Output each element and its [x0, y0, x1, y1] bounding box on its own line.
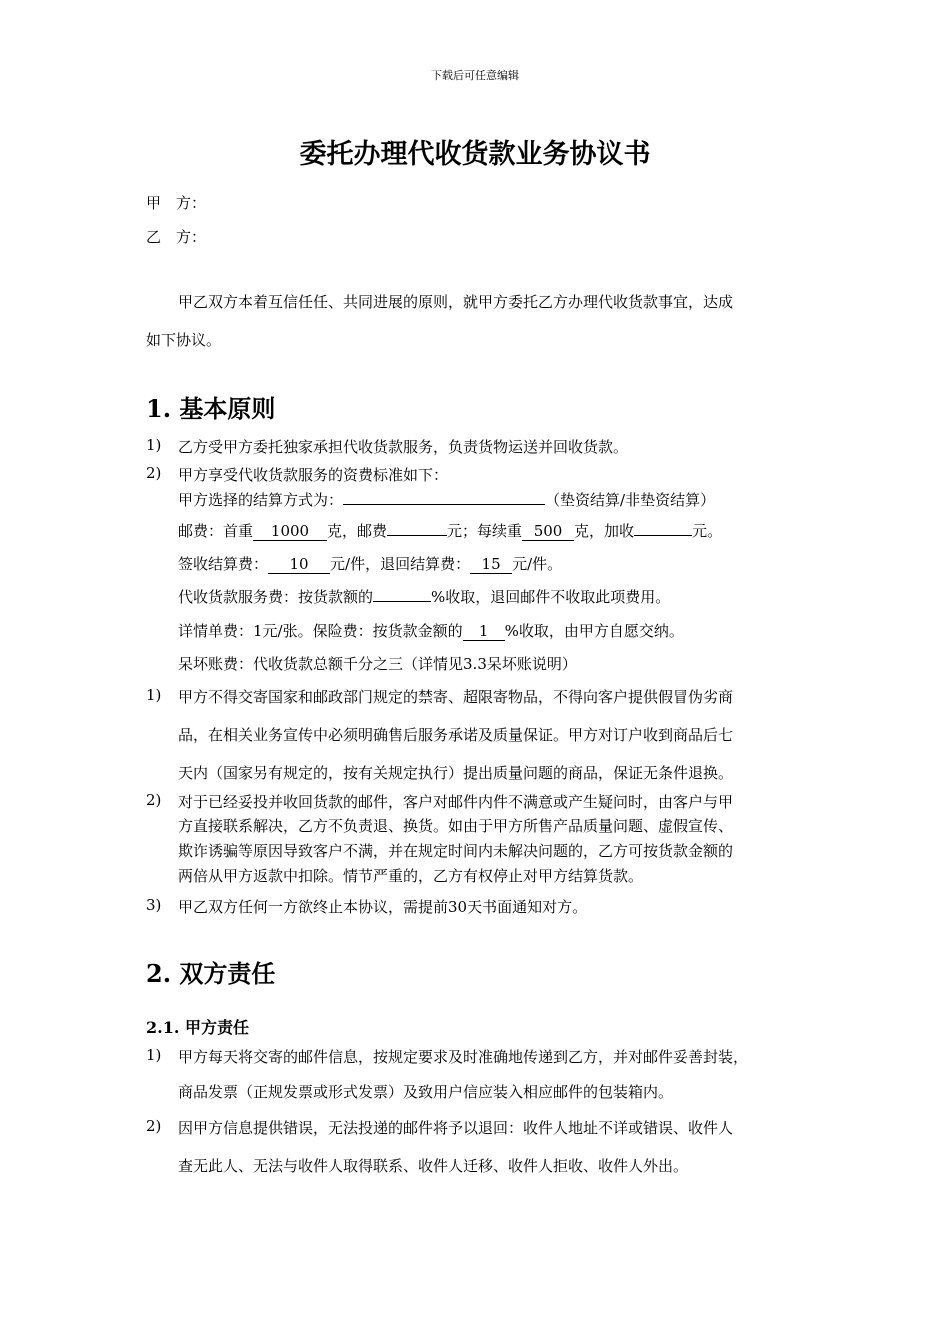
list-item-text: 甲方不得交寄国家和邮政部门规定的禁寄、超限寄物品，不得向客户提供假冒伪劣商: [178, 688, 734, 706]
fee-cod-line: [178, 586, 670, 607]
list-number: 2): [146, 464, 162, 482]
list-item-text: 甲方享受代收货款服务的资费标准如下：: [178, 466, 449, 484]
list-item-text: 品，在相关业务宣传中必须明确售后服务承诺及质量保证。甲方对订户收到商品后七: [178, 726, 734, 744]
extra-weight-value: 500: [522, 523, 574, 541]
list-item-text: 甲乙双方任何一方欲终止本协议，需提前30天书面通知对方。: [178, 898, 588, 916]
detail-text: %收取，由甲方自愿交纳。: [504, 622, 684, 640]
list-item-text: 天内（国家另有规定的，按有关规定执行）提出质量问题的商品，保证无条件退换。: [178, 764, 734, 782]
cod-label: 代收货款服务费：按货款额的: [178, 588, 374, 606]
postage-fee-blank: [387, 535, 447, 536]
intro-line-2: 如下协议。: [146, 331, 222, 349]
list-number: 1): [146, 686, 162, 704]
party-a-label: 甲 方：: [146, 194, 207, 212]
sign-label: 签收结算费：: [178, 555, 269, 573]
detail-label: 详情单费：1元/张。保险费：按货款金额的: [178, 622, 463, 640]
fee-sign-line: [178, 553, 562, 574]
intro-line-1: 甲乙双方本着互信任任、共同进展的原则，就甲方委托乙方办理代收货款事宜，达成: [178, 293, 734, 311]
party-b-label: 乙 方：: [146, 228, 207, 246]
list-number: 2): [146, 791, 162, 809]
header-note: 下载后可任意编辑: [431, 69, 519, 82]
sign-text: 元/件，退回结算费：: [330, 555, 471, 573]
list-number: 3): [146, 896, 162, 914]
section-2-heading: 2. 双方责任: [146, 959, 276, 988]
return-fee-value: 15: [470, 556, 512, 574]
fee-baddebt-line: 呆坏账费：代收货款总额千分之三（详情见3.3呆坏账说明）: [178, 655, 577, 673]
sign-text: 元/件。: [512, 555, 563, 573]
settlement-options: （垫资结算/非垫资结算）: [545, 491, 716, 509]
postage-text: 克，加收: [574, 522, 635, 540]
fee-postage-line: [178, 520, 722, 541]
list-number: 1): [146, 1046, 162, 1064]
settlement-label: 甲方选择的结算方式为：: [178, 491, 344, 509]
list-number: 1): [146, 436, 162, 454]
first-weight-value: 1000: [253, 523, 327, 541]
document-title: 委托办理代收货款业务协议书: [299, 139, 651, 170]
fee-settlement-line: [178, 489, 715, 510]
list-item-text: 乙方受甲方委托独家承担代收货款服务，负责货物运送并回收货款。: [178, 438, 629, 456]
subsection-2-1-heading: 2.1. 甲方责任: [146, 1018, 249, 1037]
list-item-text: 因甲方信息提供错误，无法投递的邮件将予以退回：收件人地址不详或错误、收件人: [178, 1119, 734, 1137]
section-1-heading: 1. 基本原则: [146, 394, 276, 423]
extra-fee-blank: [634, 535, 692, 536]
postage-text: 克，邮费: [327, 522, 388, 540]
list-item-text: 两倍从甲方返款中扣除。情节严重的，乙方有权停止对甲方结算货款。: [178, 867, 644, 885]
list-item-text: 商品发票（正规发票或形式发票）及致用户信应装入相应邮件的包装箱内。: [178, 1083, 674, 1101]
list-number: 2): [146, 1117, 162, 1135]
postage-text: 元；每续重: [447, 522, 523, 540]
postage-text: 元。: [692, 522, 723, 540]
fee-detail-line: [178, 620, 684, 641]
cod-rate-blank: [373, 601, 431, 602]
list-item-text: 甲方每天将交寄的邮件信息，按规定要求及时准确地传递到乙方，并对邮件妥善封装，: [178, 1048, 749, 1066]
list-item-text: 对于已经妥投并收回货款的邮件，客户对邮件内件不满意或产生疑问时，由客户与甲: [178, 793, 734, 811]
insurance-rate-value: 1: [463, 623, 505, 641]
list-item-text: 欺诈诱骗等原因导致客户不满，并在规定时间内未解决问题的，乙方可按货款金额的: [178, 842, 734, 860]
postage-label: 邮费：首重: [178, 522, 254, 540]
settlement-blank: [343, 504, 545, 505]
list-item-text: 方直接联系解决，乙方不负责退、换货。如由于甲方所售产品质量问题、虚假宣传、: [178, 817, 734, 835]
sign-fee-value: 10: [268, 556, 330, 574]
cod-text: %收取，退回邮件不收取此项费用。: [431, 588, 671, 606]
list-item-text: 查无此人、无法与收件人取得联系、收件人迁移、收件人拒收、收件人外出。: [178, 1157, 689, 1175]
